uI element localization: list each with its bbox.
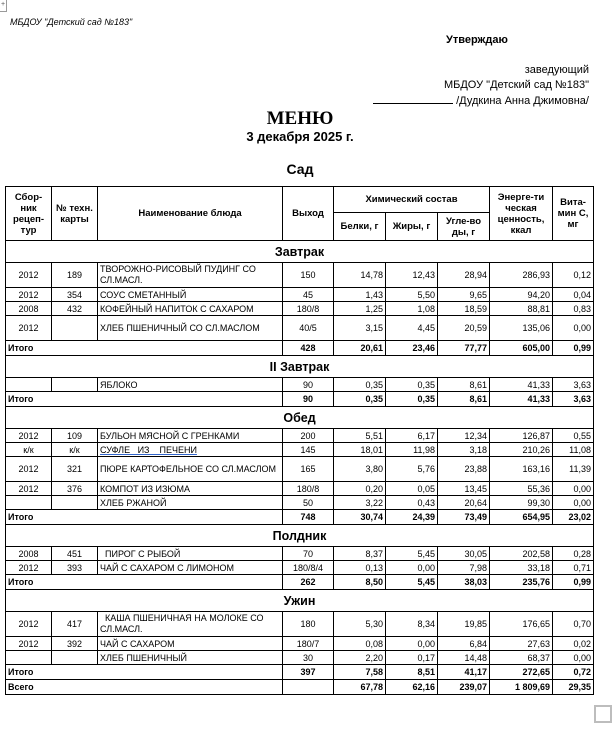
table-row (6, 561, 594, 575)
cell-vitamin-c: 0,04 (553, 288, 594, 302)
total-vitamin-c: 0,72 (553, 665, 594, 680)
grand-total-proteins: 67,78 (334, 680, 386, 695)
cell-vitamin-c: 0,55 (553, 429, 594, 443)
grand-total-label: Всего (6, 680, 283, 695)
cell-tech-card: 109 (52, 429, 98, 443)
cell-energy: 202,58 (490, 547, 553, 561)
cell-collection: 2012 (6, 457, 52, 482)
cell-proteins: 18,01 (334, 443, 386, 457)
meal-title: II Завтрак (6, 356, 594, 378)
cell-carbs: 30,05 (438, 547, 490, 561)
cell-tech-card: 376 (52, 482, 98, 496)
table-row (6, 263, 594, 288)
cell-output: 150 (283, 263, 334, 288)
table-row (6, 547, 594, 561)
total-row (6, 575, 594, 590)
header-dish-name: Наименование блюда (98, 187, 283, 241)
table-row (6, 302, 594, 316)
header-tech-card: № техн. карты (52, 187, 98, 241)
total-energy: 272,65 (490, 665, 553, 680)
cell-fats: 8,34 (386, 612, 438, 637)
total-label: Итого (6, 341, 283, 356)
cell-output: 180/8/4 (283, 561, 334, 575)
cell-energy: 94,20 (490, 288, 553, 302)
cell-proteins: 3,15 (334, 316, 386, 341)
cell-energy: 55,36 (490, 482, 553, 496)
menu-table (5, 186, 594, 695)
total-output: 428 (283, 341, 334, 356)
total-fats: 0,35 (386, 392, 438, 407)
cell-vitamin-c: 0,71 (553, 561, 594, 575)
cell-carbs: 19,85 (438, 612, 490, 637)
cell-vitamin-c: 0,28 (553, 547, 594, 561)
cell-output: 200 (283, 429, 334, 443)
cell-tech-card: 432 (52, 302, 98, 316)
header-output: Выход (283, 187, 334, 241)
menu-body (6, 241, 594, 695)
cell-fats: 0,05 (386, 482, 438, 496)
approval-position: заведующий (524, 64, 589, 76)
cell-collection: 2008 (6, 302, 52, 316)
cell-proteins: 5,51 (334, 429, 386, 443)
meal-title: Обед (6, 407, 594, 429)
cell-collection (6, 651, 52, 665)
cell-collection (6, 496, 52, 510)
cell-dish-name: ХЛЕБ ПШЕНИЧНЫЙ СО СЛ.МАСЛОМ (98, 316, 283, 341)
header-carbs: Угле-во ды, г (438, 213, 490, 241)
meal-header-row (6, 590, 594, 612)
cell-fats: 5,50 (386, 288, 438, 302)
cell-output: 180 (283, 612, 334, 637)
cell-carbs: 13,45 (438, 482, 490, 496)
cell-carbs: 14,48 (438, 651, 490, 665)
table-row (6, 651, 594, 665)
cell-proteins: 0,35 (334, 378, 386, 392)
total-carbs: 8,61 (438, 392, 490, 407)
cell-energy: 68,37 (490, 651, 553, 665)
cell-carbs: 20,64 (438, 496, 490, 510)
cell-dish-name: ПЮРЕ КАРТОФЕЛЬНОЕ СО СЛ.МАСЛОМ (98, 457, 283, 482)
total-label: Итого (6, 575, 283, 590)
table-move-handle[interactable]: + (0, 0, 7, 12)
cell-proteins: 8,37 (334, 547, 386, 561)
cell-collection (6, 378, 52, 392)
cell-proteins: 0,13 (334, 561, 386, 575)
total-proteins: 7,58 (334, 665, 386, 680)
cell-output: 165 (283, 457, 334, 482)
cell-vitamin-c: 0,00 (553, 316, 594, 341)
header-energy: Энерге-ти ческая ценность, ккал (490, 187, 553, 241)
table-row (6, 496, 594, 510)
table-resize-handle[interactable] (594, 705, 612, 723)
table-row (6, 637, 594, 651)
total-carbs: 41,17 (438, 665, 490, 680)
page-title: МЕНЮ (266, 108, 334, 129)
cell-output: 145 (283, 443, 334, 457)
cell-proteins: 2,20 (334, 651, 386, 665)
total-carbs: 77,77 (438, 341, 490, 356)
cell-tech-card: 393 (52, 561, 98, 575)
cell-energy: 126,87 (490, 429, 553, 443)
cell-vitamin-c: 3,63 (553, 378, 594, 392)
meal-header-row (6, 241, 594, 263)
cell-energy: 27,63 (490, 637, 553, 651)
total-fats: 23,46 (386, 341, 438, 356)
cell-carbs: 20,59 (438, 316, 490, 341)
cell-tech-card: к/к (52, 443, 98, 457)
total-label: Итого (6, 392, 283, 407)
header-vitamin-c: Вита-мин С, мг (553, 187, 594, 241)
total-fats: 24,39 (386, 510, 438, 525)
cell-collection: 2012 (6, 429, 52, 443)
grand-total-row (6, 680, 594, 695)
cell-dish-name: ХЛЕБ ПШЕНИЧНЫЙ (98, 651, 283, 665)
cell-dish-name: ПИРОГ С РЫБОЙ (98, 547, 283, 561)
cell-vitamin-c: 0,00 (553, 651, 594, 665)
cell-output: 90 (283, 378, 334, 392)
total-output: 748 (283, 510, 334, 525)
cell-vitamin-c: 11,39 (553, 457, 594, 482)
cell-fats: 0,17 (386, 651, 438, 665)
cell-tech-card: 189 (52, 263, 98, 288)
table-row (6, 288, 594, 302)
cell-tech-card: 451 (52, 547, 98, 561)
cell-carbs: 7,98 (438, 561, 490, 575)
cell-proteins: 3,80 (334, 457, 386, 482)
menu-date: 3 декабря 2025 г. (246, 129, 354, 144)
cell-collection: 2012 (6, 316, 52, 341)
cell-proteins: 5,30 (334, 612, 386, 637)
cell-dish-name: ХЛЕБ РЖАНОЙ (98, 496, 283, 510)
total-row (6, 341, 594, 356)
cell-dish-name: ТВОРОЖНО-РИСОВЫЙ ПУДИНГ СО СЛ.МАСЛ. (98, 263, 283, 288)
meal-header-row (6, 525, 594, 547)
grand-total-vitamin-c: 29,35 (553, 680, 594, 695)
cell-collection: 2012 (6, 288, 52, 302)
total-energy: 654,95 (490, 510, 553, 525)
cell-proteins: 1,25 (334, 302, 386, 316)
total-output: 397 (283, 665, 334, 680)
cell-carbs: 23,88 (438, 457, 490, 482)
cell-proteins: 3,22 (334, 496, 386, 510)
cell-carbs: 9,65 (438, 288, 490, 302)
cell-collection: 2012 (6, 561, 52, 575)
cell-fats: 0,43 (386, 496, 438, 510)
total-proteins: 0,35 (334, 392, 386, 407)
cell-fats: 0,00 (386, 637, 438, 651)
org-header: МБДОУ "Детский сад №183" (10, 17, 133, 27)
signatory-name: /Дудкина Анна Джимовна/ (456, 95, 589, 107)
approval-organization: МБДОУ "Детский сад №183" (443, 79, 589, 91)
total-label: Итого (6, 510, 283, 525)
total-proteins: 20,61 (334, 341, 386, 356)
cell-fats: 1,08 (386, 302, 438, 316)
total-vitamin-c: 23,02 (553, 510, 594, 525)
cell-fats: 5,45 (386, 547, 438, 561)
cell-energy: 135,06 (490, 316, 553, 341)
total-label: Итого (6, 665, 283, 680)
cell-proteins: 1,43 (334, 288, 386, 302)
cell-tech-card: 321 (52, 457, 98, 482)
cell-carbs: 8,61 (438, 378, 490, 392)
table-row (6, 612, 594, 637)
cell-energy: 176,65 (490, 612, 553, 637)
total-carbs: 73,49 (438, 510, 490, 525)
cell-fats: 4,45 (386, 316, 438, 341)
total-vitamin-c: 3,63 (553, 392, 594, 407)
meal-title: Ужин (6, 590, 594, 612)
signature-block (373, 63, 589, 109)
total-output: 90 (283, 392, 334, 407)
cell-collection: 2012 (6, 612, 52, 637)
total-row (6, 665, 594, 680)
table-row (6, 378, 594, 392)
cell-tech-card (52, 378, 98, 392)
cell-carbs: 3,18 (438, 443, 490, 457)
cell-dish-name: КАША ПШЕНИЧНАЯ НА МОЛОКЕ СО СЛ.МАСЛ. (98, 612, 283, 637)
cell-energy: 286,93 (490, 263, 553, 288)
total-energy: 41,33 (490, 392, 553, 407)
meal-title: Полдник (6, 525, 594, 547)
cell-fats: 0,35 (386, 378, 438, 392)
total-row (6, 510, 594, 525)
grand-total-carbs: 239,07 (438, 680, 490, 695)
cell-dish-name: ЯБЛОКО (98, 378, 283, 392)
cell-collection: 2008 (6, 547, 52, 561)
cell-energy: 41,33 (490, 378, 553, 392)
cell-collection: 2012 (6, 263, 52, 288)
cell-tech-card: 392 (52, 637, 98, 651)
header-fats: Жиры, г (386, 213, 438, 241)
header-proteins: Белки, г (334, 213, 386, 241)
meal-header-row (6, 407, 594, 429)
cell-dish-name: КОМПОТ ИЗ ИЗЮМА (98, 482, 283, 496)
cell-vitamin-c: 0,12 (553, 263, 594, 288)
cell-carbs: 18,59 (438, 302, 490, 316)
total-energy: 605,00 (490, 341, 553, 356)
table-row (6, 316, 594, 341)
signature-line-row (373, 93, 589, 109)
cell-vitamin-c: 0,02 (553, 637, 594, 651)
cell-dish-name: СУФЛЕ ИЗ ПЕЧЕНИ (98, 443, 283, 457)
total-fats: 5,45 (386, 575, 438, 590)
cell-tech-card: 417 (52, 612, 98, 637)
grand-total-fats: 62,16 (386, 680, 438, 695)
header-chem-composition: Химический состав (334, 187, 490, 213)
cell-energy: 99,30 (490, 496, 553, 510)
cell-fats: 11,98 (386, 443, 438, 457)
cell-collection: 2012 (6, 482, 52, 496)
total-row (6, 392, 594, 407)
total-output: 262 (283, 575, 334, 590)
cell-dish-name: СОУС СМЕТАННЫЙ (98, 288, 283, 302)
cell-tech-card: 354 (52, 288, 98, 302)
cell-fats: 12,43 (386, 263, 438, 288)
cell-vitamin-c: 0,00 (553, 496, 594, 510)
grand-total-energy: 1 809,69 (490, 680, 553, 695)
header-collection: Сбор-ник рецеп-тур (6, 187, 52, 241)
table-row (6, 457, 594, 482)
cell-output: 45 (283, 288, 334, 302)
cell-output: 30 (283, 651, 334, 665)
cell-fats: 0,00 (386, 561, 438, 575)
grand-total-output (283, 680, 334, 695)
table-row (6, 429, 594, 443)
cell-fats: 5,76 (386, 457, 438, 482)
cell-tech-card (52, 316, 98, 341)
cell-proteins: 0,20 (334, 482, 386, 496)
cell-proteins: 14,78 (334, 263, 386, 288)
cell-output: 70 (283, 547, 334, 561)
cell-carbs: 12,34 (438, 429, 490, 443)
cell-energy: 88,81 (490, 302, 553, 316)
section-title: Сад (286, 161, 314, 177)
total-proteins: 8,50 (334, 575, 386, 590)
total-vitamin-c: 0,99 (553, 575, 594, 590)
cell-tech-card (52, 651, 98, 665)
cell-vitamin-c: 11,08 (553, 443, 594, 457)
cell-output: 180/7 (283, 637, 334, 651)
table-row (6, 443, 594, 457)
cell-collection: 2012 (6, 637, 52, 651)
cell-dish-name: ЧАЙ С САХАРОМ (98, 637, 283, 651)
total-fats: 8,51 (386, 665, 438, 680)
signature-line (373, 93, 453, 104)
total-vitamin-c: 0,99 (553, 341, 594, 356)
cell-proteins: 0,08 (334, 637, 386, 651)
cell-energy: 210,26 (490, 443, 553, 457)
cell-energy: 163,16 (490, 457, 553, 482)
meal-header-row (6, 356, 594, 378)
cell-carbs: 28,94 (438, 263, 490, 288)
cell-vitamin-c: 0,83 (553, 302, 594, 316)
cell-dish-name: БУЛЬОН МЯСНОЙ С ГРЕНКАМИ (98, 429, 283, 443)
cell-energy: 33,18 (490, 561, 553, 575)
total-proteins: 30,74 (334, 510, 386, 525)
total-energy: 235,76 (490, 575, 553, 590)
cell-output: 180/8 (283, 302, 334, 316)
cell-fats: 6,17 (386, 429, 438, 443)
total-carbs: 38,03 (438, 575, 490, 590)
table-row (6, 482, 594, 496)
cell-carbs: 6,84 (438, 637, 490, 651)
meal-title: Завтрак (6, 241, 594, 263)
cell-tech-card (52, 496, 98, 510)
approval-title: Утверждаю (446, 34, 508, 46)
cell-output: 180/8 (283, 482, 334, 496)
cell-vitamin-c: 0,00 (553, 482, 594, 496)
cell-vitamin-c: 0,70 (553, 612, 594, 637)
cell-output: 40/5 (283, 316, 334, 341)
cell-dish-name: КОФЕЙНЫЙ НАПИТОК С САХАРОМ (98, 302, 283, 316)
cell-collection: к/к (6, 443, 52, 457)
cell-output: 50 (283, 496, 334, 510)
cell-dish-name: ЧАЙ С САХАРОМ С ЛИМОНОМ (98, 561, 283, 575)
